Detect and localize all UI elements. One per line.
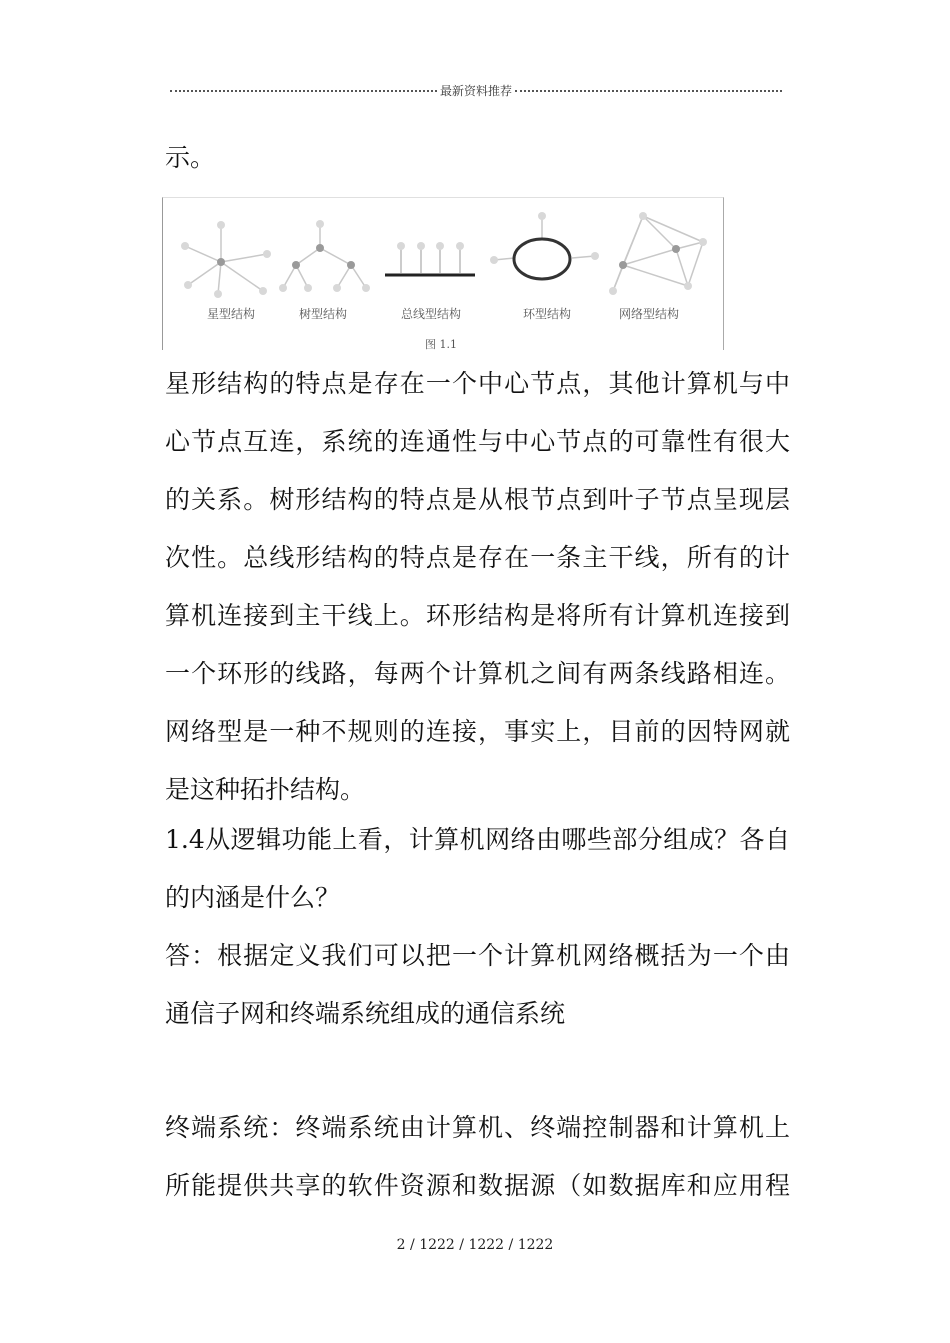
topology-figure xyxy=(162,197,724,350)
topology-diagram xyxy=(163,198,723,350)
text-line: 星形结构的特点是存在一个中心节点，其他计算机与中 xyxy=(165,369,790,398)
text-line: 的关系。树形结构的特点是从根节点到叶子节点呈现层 xyxy=(165,485,790,514)
intro-text xyxy=(165,140,790,176)
label-tree: 树型结构 xyxy=(298,307,348,321)
answer-block xyxy=(165,938,790,1032)
question-block xyxy=(165,822,790,916)
text-line: 网络型是一种不规则的连接，事实上，目前的因特网就 xyxy=(165,717,790,746)
page-footer: 2 / 1222 / 1222 / 1222 xyxy=(396,1237,554,1253)
label-mesh: 网络型结构 xyxy=(618,307,680,321)
terminal-line: 所能提供共享的软件资源和数据源（如数据库和应用程 xyxy=(165,1171,790,1200)
answer-line: 答：根据定义我们可以把一个计算机网络概括为一个由 xyxy=(165,941,790,970)
page-header xyxy=(170,80,782,100)
label-star: 星型结构 xyxy=(206,307,256,321)
figure-caption: 图 1.1 xyxy=(425,338,457,351)
text-line: 算机连接到主干线上。环形结构是将所有计算机连接到 xyxy=(165,601,790,630)
intro-line: 示。 xyxy=(165,143,216,172)
header-dots-right xyxy=(515,90,782,92)
text-line: 次性。总线形结构的特点是存在一条主干线，所有的计 xyxy=(165,543,790,572)
text-line: 一个环形的线路，每两个计算机之间有两条线路相连。 xyxy=(165,659,790,688)
terminal-block xyxy=(165,1110,790,1204)
text-line: 是这种拓扑结构。 xyxy=(165,775,366,804)
terminal-line: 终端系统：终端系统由计算机、终端控制器和计算机上 xyxy=(165,1113,790,1142)
question-line: 的内涵是什么？ xyxy=(165,883,341,912)
header-title: 最新资料推荐 xyxy=(440,83,513,98)
question-line: 1.4从逻辑功能上看，计算机网络由哪些部分组成？各自 xyxy=(165,825,790,854)
label-bus: 总线型结构 xyxy=(400,307,462,321)
paragraph-topology xyxy=(165,366,790,808)
label-ring: 环型结构 xyxy=(522,307,572,321)
answer-line: 通信子网和终端系统组成的通信系统 xyxy=(165,999,566,1028)
header-dots-left xyxy=(170,90,437,92)
text-line: 心节点互连，系统的连通性与中心节点的可靠性有很大 xyxy=(165,427,790,456)
